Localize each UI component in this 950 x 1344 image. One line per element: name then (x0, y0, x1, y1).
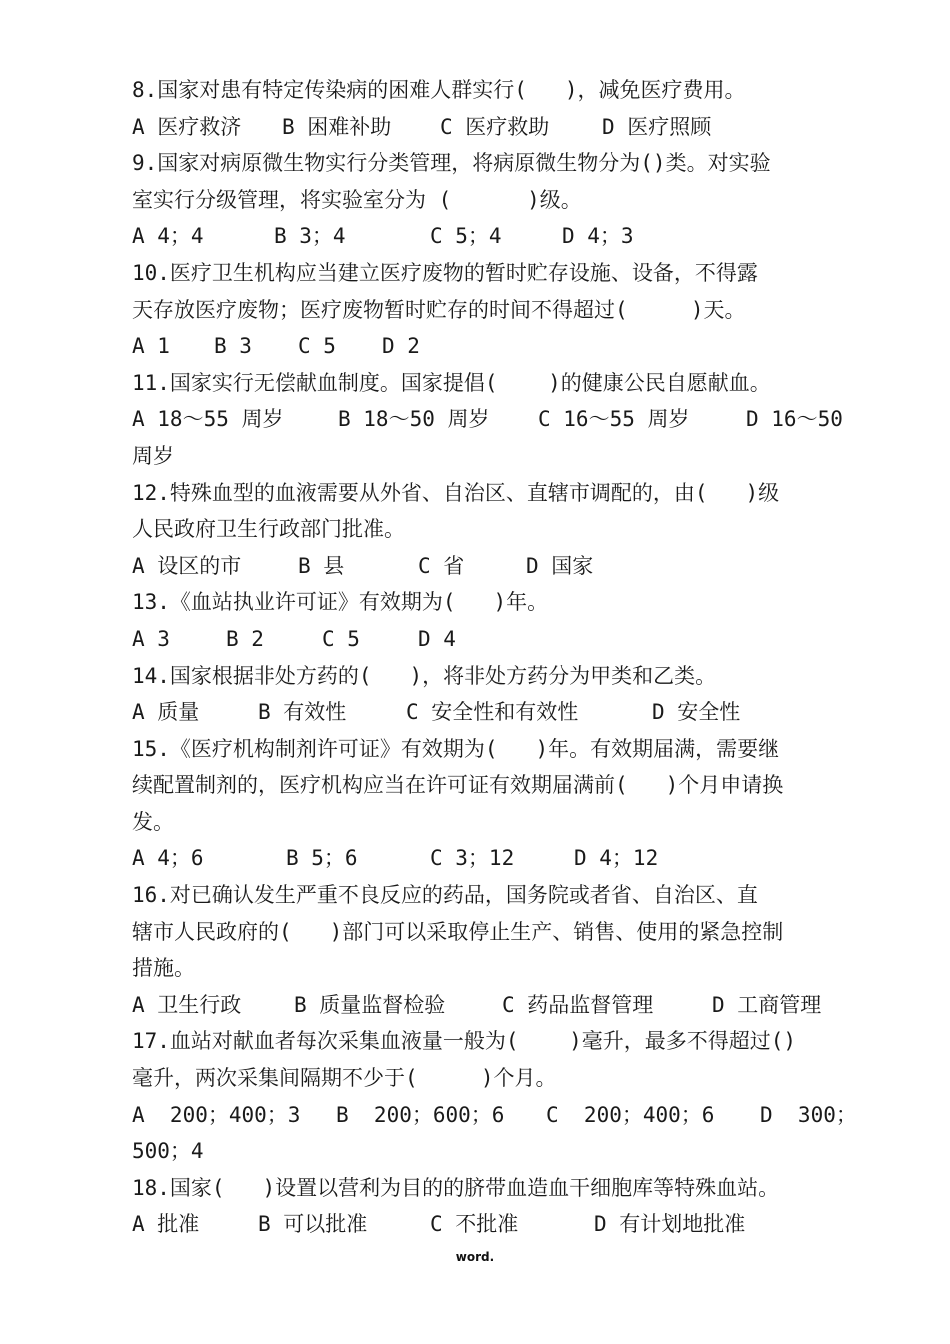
question-text-line: 9.国家对病原微生物实行分类管理，将病原微生物分为()类。对实验 (132, 151, 771, 176)
answer-options (132, 1097, 857, 1134)
question-text-line: 辖市人民政府的( )部门可以采取停止生产、销售、使用的紧急控制 (132, 919, 784, 944)
question-text-line: 16.对已确认发生严重不良反应的药品，国务院或者省、自治区、直 (132, 883, 758, 908)
answer-option: B 可以批准 (258, 1212, 368, 1237)
answer-option: C 安全性和有效性 (406, 700, 579, 725)
footer-mark: word. (455, 1250, 495, 1264)
question-text-line: 11.国家实行无偿献血制度。国家提倡( )的健康公民自愿献血。 (132, 370, 771, 395)
question-text-line: 14.国家根据非处方药的( )，将非处方药分为甲类和乙类。 (132, 663, 717, 688)
option-continuation-line: 500；4 (132, 1139, 204, 1164)
answer-option: C 5 (322, 626, 360, 651)
answer-option: C 200；400；6 (546, 1102, 715, 1127)
question-item (132, 584, 848, 657)
answer-option: C 药品监督管理 (502, 992, 654, 1017)
answer-option: D 安全性 (652, 700, 741, 725)
answer-options (132, 840, 848, 877)
question-text-line: 毫升，两次采集间隔期不少于( )个月。 (132, 1066, 557, 1091)
question-text-line: 发。 (132, 809, 174, 834)
answer-options (132, 218, 848, 255)
answer-option: C 医疗救助 (440, 114, 550, 139)
question-text-line: 13.《血站执业许可证》有效期为( )年。 (132, 590, 549, 615)
question-text-line: 人民政府卫生行政部门批准。 (132, 517, 405, 542)
question-text-line: 18.国家( )设置以营利为目的的脐带血造血干细胞库等特殊血站。 (132, 1175, 780, 1200)
answer-option: A 18～55 周岁 (132, 407, 284, 432)
answer-option: B 困难补助 (282, 114, 392, 139)
question-text-line: 15.《医疗机构制剂许可证》有效期为( )年。有效期届满，需要继 (132, 736, 780, 761)
answer-option: D 4 (418, 626, 456, 651)
question-text-line: 17.血站对献血者每次采集血液量一般为( )毫升，最多不得超过() (132, 1029, 797, 1054)
question-item (132, 1170, 848, 1243)
answer-option: C 16～55 周岁 (538, 407, 690, 432)
answer-option: D 工商管理 (712, 992, 822, 1017)
question-item (132, 72, 848, 145)
answer-option: A 3 (132, 626, 170, 651)
answer-options (132, 1206, 848, 1243)
answer-option: C 3；12 (430, 846, 515, 871)
answer-option: D 2 (382, 334, 420, 359)
answer-option: D 4；3 (562, 224, 634, 249)
answer-options (132, 109, 848, 146)
question-item (132, 877, 848, 1023)
answer-option: B 18～50 周岁 (338, 407, 490, 432)
question-item (132, 1023, 857, 1169)
answer-option: D 有计划地批准 (594, 1212, 746, 1237)
answer-option: A 卫生行政 (132, 992, 242, 1017)
answer-option: D 16～50 (746, 407, 843, 432)
answer-option: B 200；600；6 (336, 1102, 505, 1127)
question-item (132, 255, 848, 365)
question-item (132, 475, 848, 585)
question-text-line: 室实行分级管理，将实验室分为 ( )级。 (132, 187, 582, 212)
answer-option: C 5；4 (430, 224, 502, 249)
answer-option: B 5；6 (286, 846, 358, 871)
answer-option: A 质量 (132, 700, 200, 725)
answer-option: A 医疗救济 (132, 114, 242, 139)
question-item (132, 365, 848, 475)
answer-option: B 3；4 (274, 224, 346, 249)
answer-option: B 县 (298, 553, 345, 578)
answer-option: C 5 (298, 334, 336, 359)
question-text-line: 10.医疗卫生机构应当建立医疗废物的暂时贮存设施、设备，不得露 (132, 260, 758, 285)
question-text-line: 12.特殊血型的血液需要从外省、自治区、直辖市调配的，由( )级 (132, 480, 780, 505)
question-item (132, 145, 848, 255)
answer-option: A 设区的市 (132, 553, 242, 578)
question-text-line: 天存放医疗废物；医疗废物暂时贮存的时间不得超过( )天。 (132, 297, 746, 322)
option-continuation-line: 周岁 (132, 443, 174, 468)
question-text-line: 措施。 (132, 956, 195, 981)
question-list (132, 72, 857, 1243)
answer-options (132, 328, 848, 365)
answer-option: D 国家 (526, 553, 594, 578)
answer-option: A 200；400；3 (132, 1102, 301, 1127)
answer-options (132, 548, 848, 585)
answer-option: B 3 (214, 334, 252, 359)
answer-option: A 4；4 (132, 224, 204, 249)
answer-options (132, 621, 848, 658)
answer-option: D 300； (760, 1102, 857, 1127)
question-item (132, 658, 848, 731)
answer-option: D 医疗照顾 (602, 114, 712, 139)
question-item (132, 731, 848, 877)
answer-option: C 省 (418, 553, 465, 578)
answer-options (132, 694, 848, 731)
answer-option: B 有效性 (258, 700, 347, 725)
answer-options (132, 401, 848, 438)
question-text-line: 续配置制剂的，医疗机构应当在许可证有效期届满前( )个月申请换 (132, 773, 784, 798)
answer-option: B 质量监督检验 (294, 992, 446, 1017)
question-text-line: 8.国家对患有特定传染病的困难人群实行( )，减免医疗费用。 (132, 78, 746, 102)
answer-option: D 4；12 (574, 846, 659, 871)
answer-option: A 1 (132, 334, 170, 359)
answer-options (132, 987, 848, 1024)
answer-option: A 批准 (132, 1212, 200, 1237)
answer-option: C 不批准 (430, 1212, 519, 1237)
answer-option: B 2 (226, 626, 264, 651)
answer-option: A 4；6 (132, 846, 204, 871)
